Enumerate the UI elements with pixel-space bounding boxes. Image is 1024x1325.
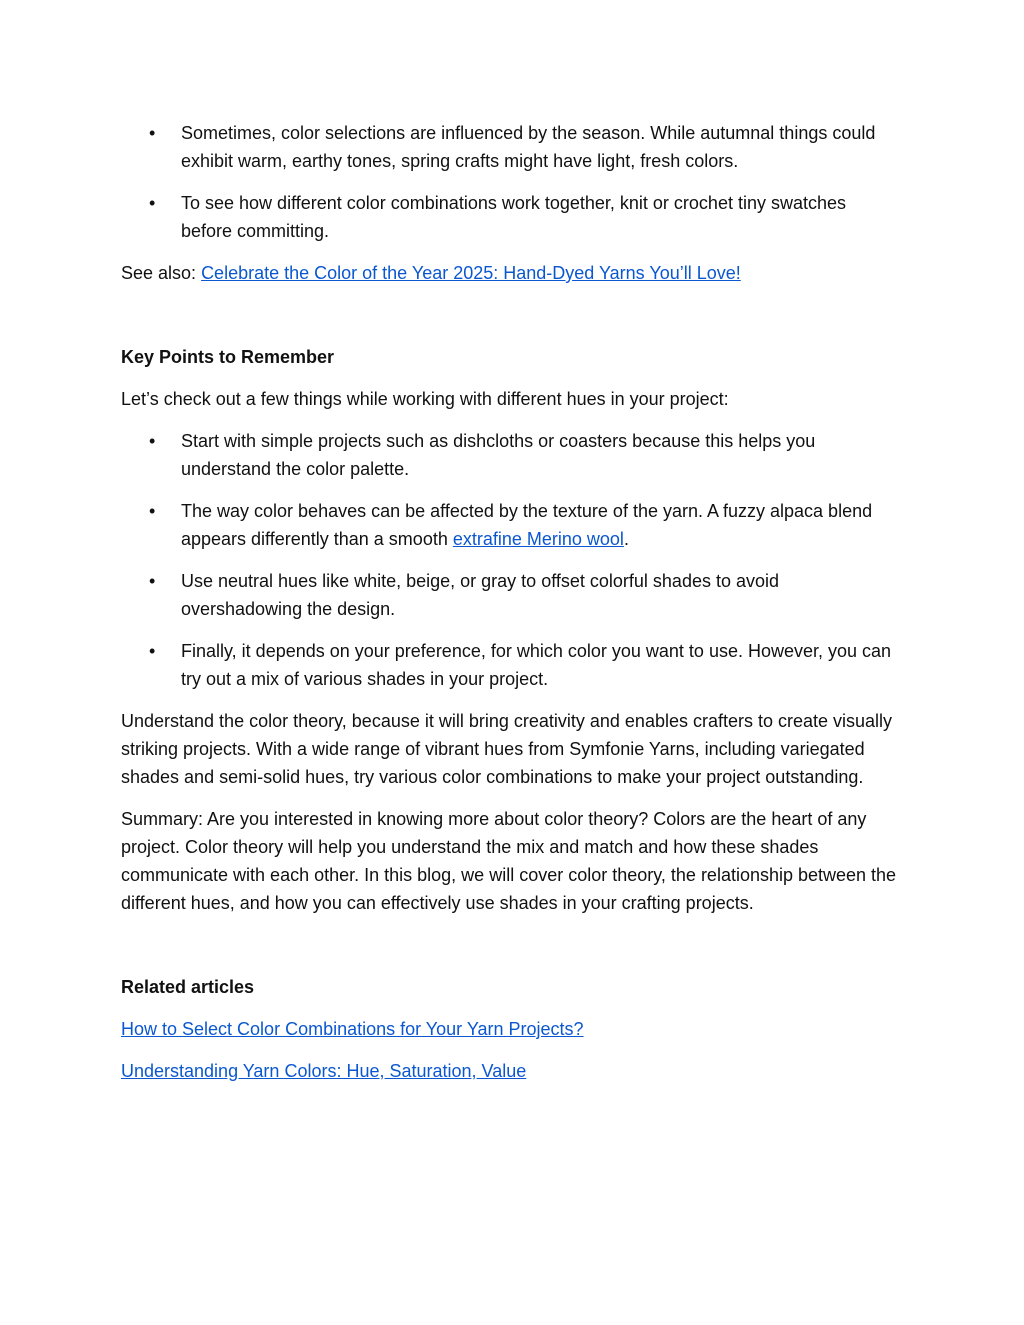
section-spacer: [121, 931, 901, 973]
closing-paragraph: Understand the color theory, because it will bring creativity and enables crafters to create visually striking projects. With a wide range of vibrant hues from Symfonie Yarns, including variegated shades and semi-solid hues, try various color combinations to make your project outstanding.: [121, 711, 893, 787]
related-article-link[interactable]: How to Select Color Combinations for Your Yarn Projects?: [121, 1019, 584, 1039]
section-spacer: [121, 301, 901, 343]
list-item: • Start with simple projects such as dishcloths or coasters because this helps you understand the color palette.: [121, 427, 901, 483]
key-points-list: [121, 427, 901, 693]
related-articles-heading: Related articles: [121, 977, 255, 997]
see-also-link[interactable]: Celebrate the Color of the Year 2025: Hand-Dyed Yarns You’ll Love!: [201, 263, 741, 283]
key-points-intro: Let’s check out a few things while working with different hues in your project:: [121, 389, 729, 409]
list-item-text-end: .: [623, 529, 629, 549]
related-article-link[interactable]: Understanding Yarn Colors: Hue, Saturation, Value: [121, 1061, 527, 1081]
list-item: [121, 497, 901, 553]
list-item: • Use neutral hues like white, beige, or gray to offset colorful shades to avoid overshadowing the design.: [121, 567, 901, 623]
list-item: • Finally, it depends on your preference, for which color you want to use. However, you can try out a mix of various shades in your project.: [121, 637, 901, 693]
key-points-heading: Key Points to Remember: [121, 347, 335, 367]
list-item: • Sometimes, color selections are influenced by the season. While autumnal things could exhibit warm, earthy tones, spring crafts might have light, fresh colors.: [121, 119, 901, 175]
document-page: [121, 119, 901, 1099]
list-item: • To see how different color combinations work together, knit or crochet tiny swatches before committing.: [121, 189, 901, 245]
see-also-prefix: See also:: [121, 263, 202, 283]
list-item-text: The way color behaves can be affected by the texture of the yarn. A fuzzy alpaca blend appears differently than a smooth: [181, 501, 873, 549]
season-tips-list: [121, 119, 901, 245]
summary-paragraph: Summary: Are you interested in knowing more about color theory? Colors are the heart of any project. Color theory will help you understand the mix and match and how these shades communicate with each other. In this blog, we will cover color theory, the relationship between the different hues, and how you can effectively use shades in your crafting projects.: [121, 809, 897, 913]
merino-wool-link[interactable]: extrafine Merino wool: [452, 529, 624, 549]
related-article-item: [121, 1057, 901, 1085]
related-article-item: [121, 1015, 901, 1043]
see-also-line: [121, 259, 901, 287]
